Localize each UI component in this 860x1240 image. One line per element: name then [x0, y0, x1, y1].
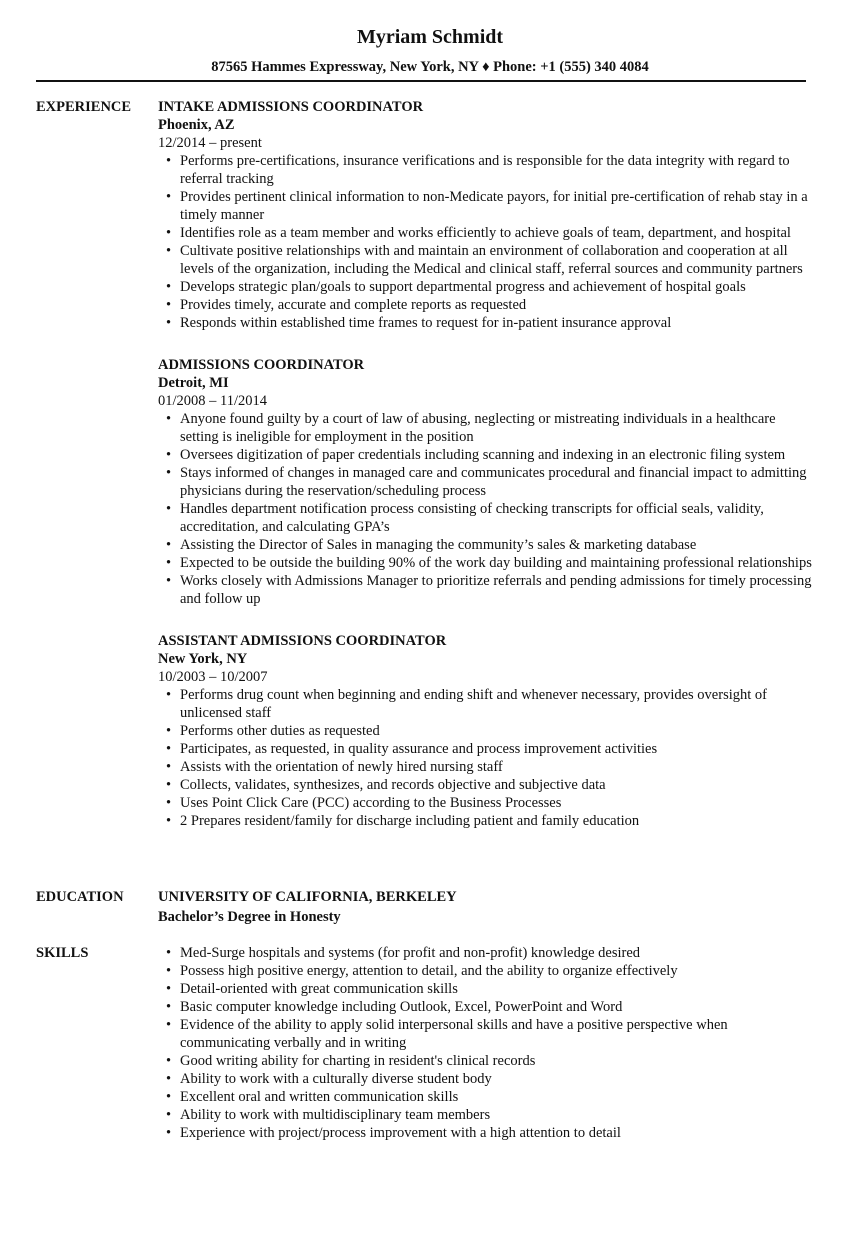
- skill-item: • Possess high positive energy, attention to detail, and the ability to organize effectively: [180, 962, 816, 980]
- duty-item: • Cultivate positive relationships with and maintain an environment of collaboration and cooperation at all levels of the organization, including the Medical and clinical staff, referral sources and community partners: [180, 242, 816, 278]
- skill-item: • Med-Surge hospitals and systems (for profit and non-profit) knowledge desired: [180, 944, 816, 962]
- duty-item: • Assisting the Director of Sales in managing the community’s sales & marketing database: [180, 536, 816, 554]
- job-duties: [158, 152, 816, 332]
- duty-item: • Performs drug count when beginning and ending shift and whenever necessary, provides oversight of unlicensed staff: [180, 686, 816, 722]
- duty-item: • Expected to be outside the building 90% of the work day building and maintaining professional relationships: [180, 554, 816, 572]
- job-dates: 10/2003 – 10/2007: [158, 669, 268, 685]
- skill-item: • Ability to work with multidisciplinary team members: [180, 1106, 816, 1124]
- duty-item: • Assists with the orientation of newly hired nursing staff: [180, 758, 816, 776]
- duty-item: • Performs pre-certifications, insurance verifications and is responsible for the data integrity with regard to referral tracking: [180, 152, 816, 188]
- school-name: UNIVERSITY OF CALIFORNIA, BERKELEY: [158, 889, 457, 905]
- duty-item: • Performs other duties as requested: [180, 722, 816, 740]
- job-dates: 12/2014 – present: [158, 135, 262, 151]
- duty-item: • Oversees digitization of paper credentials including scanning and indexing in an electronic filing system: [180, 446, 816, 464]
- duty-item: • Stays informed of changes in managed care and communicates procedural and financial impact to admitting physicians during the reservation/scheduling process: [180, 464, 816, 500]
- duty-item: • 2 Prepares resident/family for discharge including patient and family education: [180, 812, 816, 830]
- job-entry: [158, 98, 816, 332]
- duty-item: • Responds within established time frames to request for in-patient insurance approval: [180, 314, 816, 332]
- duty-item: • Works closely with Admissions Manager to prioritize referrals and pending admissions for timely processing and follow up: [180, 572, 816, 608]
- candidate-name: Myriam Schmidt: [356, 26, 504, 48]
- contact-line: 87565 Hammes Expressway, New York, NY ♦ Phone: +1 (555) 340 4084: [211, 59, 649, 75]
- skill-item: • Ability to work with a culturally diverse student body: [180, 1070, 816, 1088]
- skill-item: • Experience with project/process improvement with a high attention to detail: [180, 1124, 816, 1142]
- skills-list: [158, 944, 816, 1142]
- job-title: ADMISSIONS COORDINATOR: [158, 357, 365, 373]
- job-duties: [158, 686, 816, 830]
- job-entry: [158, 356, 816, 608]
- skill-item: • Basic computer knowledge including Outlook, Excel, PowerPoint and Word: [180, 998, 816, 1016]
- skills-section: [36, 944, 816, 1142]
- skill-item: • Excellent oral and written communication skills: [180, 1088, 816, 1106]
- job-location: Detroit, MI: [158, 375, 229, 391]
- duty-item: • Provides pertinent clinical information to non-Medicate payors, for initial pre-certification of rehab stay in a timely manner: [180, 188, 816, 224]
- experience-section: [36, 98, 816, 830]
- duty-item: • Participates, as requested, in quality assurance and process improvement activities: [180, 740, 816, 758]
- degree: Bachelor’s Degree in Honesty: [158, 909, 341, 925]
- skill-item: • Good writing ability for charting in resident's clinical records: [180, 1052, 816, 1070]
- job-duties: [158, 410, 816, 608]
- duty-item: • Uses Point Click Care (PCC) according to the Business Processes: [180, 794, 816, 812]
- skill-item: • Evidence of the ability to apply solid interpersonal skills and have a positive perspective when communicating verbally and in writing: [180, 1016, 816, 1052]
- duty-item: • Develops strategic plan/goals to support departmental progress and achievement of hospital goals: [180, 278, 816, 296]
- skill-item: • Detail-oriented with great communication skills: [180, 980, 816, 998]
- duty-item: • Identifies role as a team member and works efficiently to achieve goals of team, department, and hospital: [180, 224, 816, 242]
- header-divider: [36, 80, 806, 82]
- education-section: [36, 888, 816, 926]
- job-entry: [158, 632, 816, 830]
- duty-item: • Provides timely, accurate and complete reports as requested: [180, 296, 816, 314]
- job-title: ASSISTANT ADMISSIONS COORDINATOR: [158, 633, 447, 649]
- job-location: Phoenix, AZ: [158, 117, 235, 133]
- section-label-experience: EXPERIENCE: [36, 99, 132, 115]
- duty-item: • Collects, validates, synthesizes, and records objective and subjective data: [180, 776, 816, 794]
- job-dates: 01/2008 – 11/2014: [158, 393, 268, 409]
- job-title: INTAKE ADMISSIONS COORDINATOR: [158, 99, 424, 115]
- duty-item: • Anyone found guilty by a court of law of abusing, neglecting or mistreating individuals in a healthcare setting is ineligible for employment in the position: [180, 410, 816, 446]
- duty-item: • Handles department notification process consisting of checking transcripts for official seals, validity, accreditation, and calculating GPA’s: [180, 500, 816, 536]
- section-label-education: EDUCATION: [36, 889, 124, 905]
- experience-list: [158, 98, 816, 830]
- job-location: New York, NY: [158, 651, 248, 667]
- section-label-skills: SKILLS: [36, 945, 89, 961]
